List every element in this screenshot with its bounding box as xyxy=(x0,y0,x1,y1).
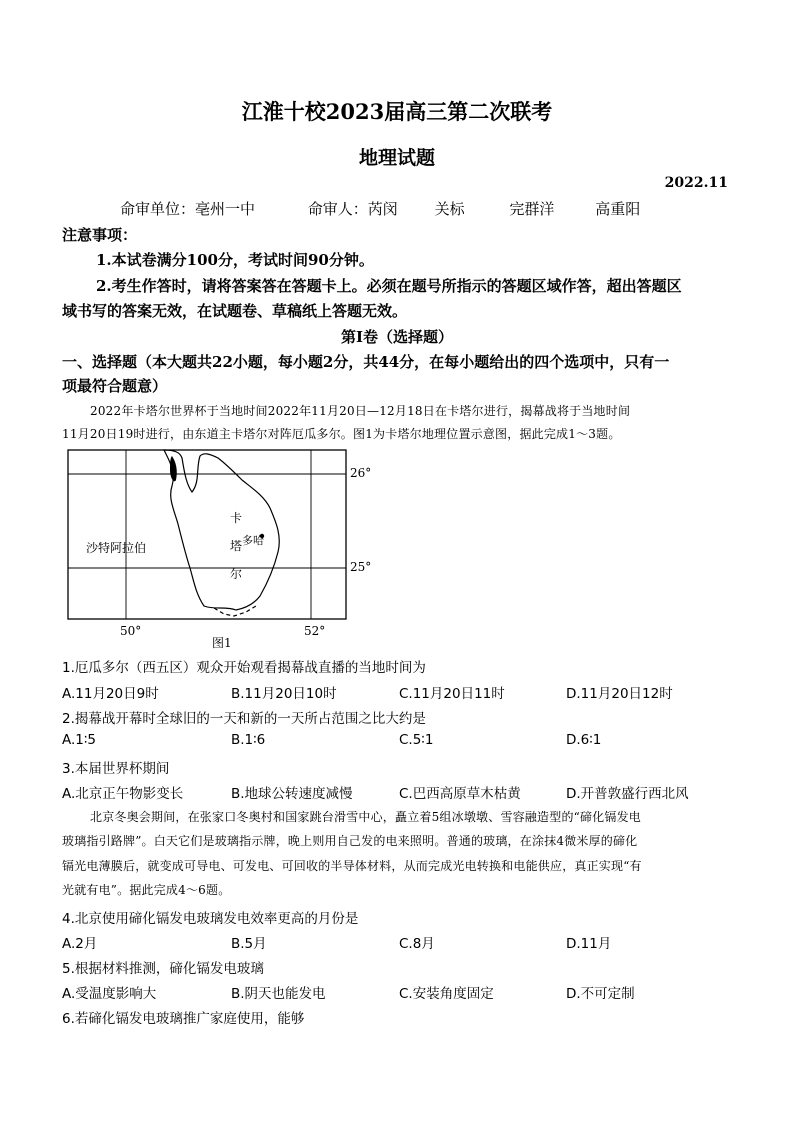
notice-item-2-line-1: 2.考生作答时，请将答案答在答题卡上。必须在题号所指示的答题区域作答，超出答题区 xyxy=(96,277,682,295)
exam-subject: 地理试题 xyxy=(358,147,435,169)
volume-heading: 第Ⅰ卷（选择题） xyxy=(340,328,454,346)
question-3-option-b: B.地球公转速度减慢 xyxy=(231,786,353,802)
question-2-option-a: A.1∶5 xyxy=(62,732,96,748)
material-2-line-3: 镉光电薄膜后，就变成可导电、可发电、可回收的半导体材料，从而完成光电转换和电能供应，真正实现“有 xyxy=(62,859,642,873)
question-2-stem: 2.揭幕战开幕时全球旧的一天和新的一天所占范围之比大约是 xyxy=(62,711,426,727)
question-2-option-b: B.1∶6 xyxy=(231,732,266,748)
question-1-option-c: C.11月20日11时 xyxy=(399,686,505,702)
section-heading-line-2: 项最符合题意） xyxy=(62,377,168,395)
author-reviewer-2: 关标 xyxy=(434,200,465,218)
question-5-option-c: C.安装角度固定 xyxy=(399,986,494,1002)
label-qatar-3: 尔 xyxy=(230,567,243,581)
question-5-stem: 5.根据材料推测，碲化镉发电玻璃 xyxy=(62,961,264,977)
question-3-option-d: D.开普敦盛行西北风 xyxy=(566,786,689,802)
question-4-option-c: C.8月 xyxy=(399,936,435,952)
question-1-option-d: D.11月20日12时 xyxy=(566,686,673,702)
section-heading-line-1: 一、选择题（本大题共22小题，每小题2分，共44分，在每小题给出的四个选项中，只有一 xyxy=(62,353,670,371)
material-1-line-1: 2022年卡塔尔世界杯于当地时间2022年11月20日—12月18日在卡塔尔进行，揭幕战将于当地时间 xyxy=(90,404,631,418)
material-2-line-2: 玻璃指引路牌”。白天它们是玻璃指示牌，晚上则用自己发的电来照明。普通的玻璃，在涂抹4微米厚的碲化 xyxy=(62,834,638,848)
question-4-option-a: A.2月 xyxy=(62,936,98,952)
bahrain-island xyxy=(170,456,177,481)
material-2-line-1: 北京冬奥会期间，在张家口冬奥村和国家跳台滑雪中心，矗立着5组冰墩墩、雪容融造型的“碲化镉发电 xyxy=(90,810,641,824)
map-caption: 图1 xyxy=(212,636,232,650)
notice-item-2-line-2: 域书写的答案无效，在试题卷、草稿纸上答题无效。 xyxy=(62,302,408,320)
question-1-stem: 1.厄瓜多尔（西五区）观众开始观看揭幕战直播的当地时间为 xyxy=(62,660,426,676)
author-unit: 命审单位：亳州一中 xyxy=(120,200,256,218)
question-5-option-a: A.受温度影响大 xyxy=(62,986,157,1002)
material-1-line-2: 11月20日19时进行，由东道主卡塔尔对阵厄瓜多尔。图1为卡塔尔地理位置示意图，据此完成1～3题。 xyxy=(62,427,621,441)
question-1-option-b: B.11月20日10时 xyxy=(231,686,337,702)
label-qatar-2: 塔 xyxy=(230,539,243,553)
author-reviewers-label: 命审人：芮闵 xyxy=(307,200,398,218)
question-2-option-c: C.5∶1 xyxy=(399,732,434,748)
question-5-option-d: D.不可定制 xyxy=(566,986,635,1002)
lon-label-50: 50° xyxy=(120,624,142,638)
question-3-stem: 3.本届世界杯期间 xyxy=(62,761,170,777)
exam-date: 2022.11 xyxy=(664,175,728,191)
question-1-option-a: A.11月20日9时 xyxy=(62,686,159,702)
question-5-option-b: B.阴天也能发电 xyxy=(231,986,326,1002)
author-info xyxy=(120,198,640,219)
question-3-option-a: A.北京正午物影变长 xyxy=(62,786,184,802)
qatar-location-map xyxy=(64,448,372,650)
lat-label-25: 25° xyxy=(350,560,372,574)
material-2-line-4: 光就有电”。据此完成4～6题。 xyxy=(62,883,231,897)
question-3-option-c: C.巴西高原草木枯黄 xyxy=(399,786,521,802)
question-4-option-b: B.5月 xyxy=(231,936,267,952)
question-4-stem: 4.北京使用碲化镉发电玻璃发电效率更高的月份是 xyxy=(62,911,359,927)
author-reviewer-4: 高重阳 xyxy=(595,200,641,218)
label-qatar-1: 卡 xyxy=(230,511,243,525)
map-frame xyxy=(68,450,346,619)
question-6-stem: 6.若碲化镉发电玻璃推广家庭使用，能够 xyxy=(62,1011,305,1027)
question-4-option-d: D.11月 xyxy=(566,936,612,952)
label-saudi-arabia: 沙特阿拉伯 xyxy=(86,541,147,555)
exam-title: 江淮十校2023届高三第二次联考 xyxy=(241,99,553,124)
lon-label-52: 52° xyxy=(304,624,326,638)
lat-label-26: 26° xyxy=(350,466,372,480)
notice-item-1: 1.本试卷满分100分，考试时间90分钟。 xyxy=(96,251,374,269)
label-doha: 多哈 xyxy=(242,534,264,547)
author-reviewer-3: 完群洋 xyxy=(509,200,555,218)
question-2-option-d: D.6∶1 xyxy=(566,732,602,748)
notice-heading: 注意事项： xyxy=(62,226,138,244)
